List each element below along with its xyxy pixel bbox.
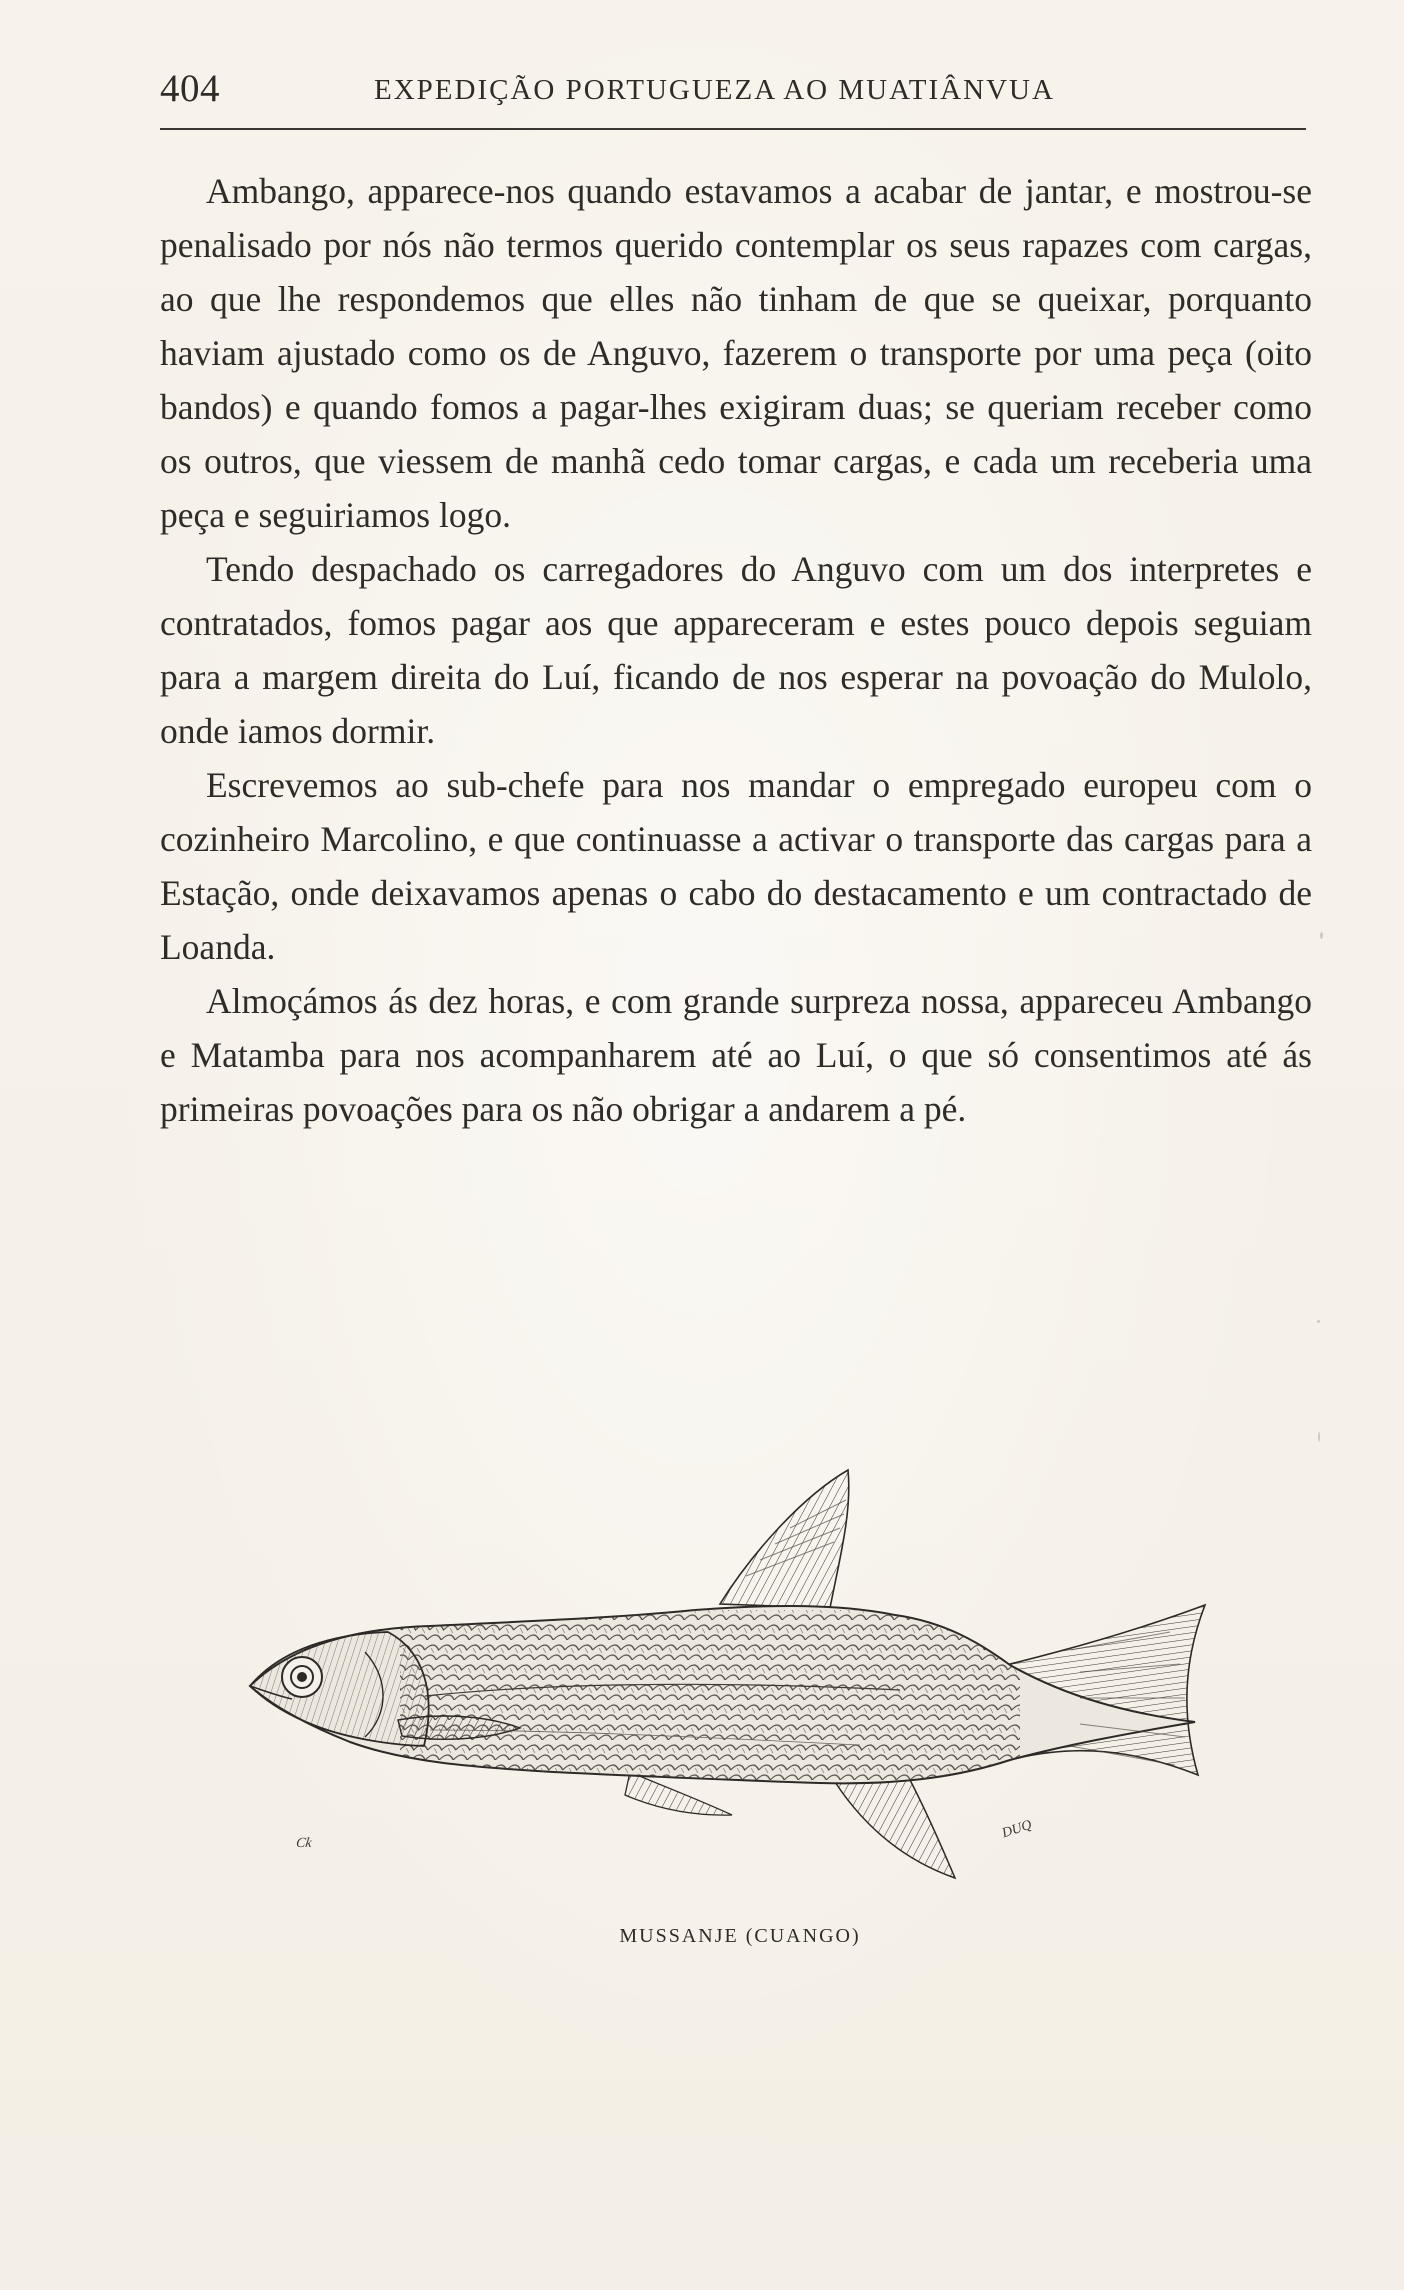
paragraph-1: Ambango, apparece-nos quando estavamos a acabar de jantar, e mostrou-se penalisado por nós não termos querido contemplar os seus rapazes com cargas, ao que lhe respondemos que elles não tinham de que se queixar, porquanto haviam ajustado como os de Anguvo, fazerem o transporte por uma peça (oito bandos) e quando fomos a pagar-lhes exigiram duas; se queriam receber como os outros, que viessem de manhã cedo tomar cargas, e cada um receberia uma peça e seguiriamos logo. bbox=[160, 171, 1312, 535]
paragraph-4: Almoçámos ás dez horas, e com grande surpreza nossa, appareceu Ambango e Matamba para nos acompanharem até ao Luí, o que só consentimos até ás primeiras povoações para os não obrigar a andarem a pé. bbox=[160, 981, 1312, 1129]
paper-speck bbox=[1320, 932, 1323, 939]
body-text bbox=[160, 164, 1312, 1136]
fish-illustration bbox=[220, 1460, 1260, 1880]
paper-speck bbox=[1317, 1320, 1320, 1323]
figure-caption: MUSSANJE (CUANGO) bbox=[619, 1925, 861, 1947]
engraver-signature-left: Ck bbox=[295, 1836, 313, 1851]
anal-fin bbox=[835, 1780, 955, 1878]
paper-speck bbox=[1318, 1432, 1320, 1442]
paragraph-3: Escrevemos ao sub-chefe para nos mandar o empregado europeu com o cozinheiro Marcolino, e que continuasse a activar o transporte das cargas para a Estação, onde deixavamos apenas o cabo do destacamento e um contractado de Loanda. bbox=[160, 765, 1312, 967]
header-rule bbox=[160, 128, 1306, 130]
dorsal-fin bbox=[720, 1470, 849, 1608]
header-title: EXPEDIÇÃO PORTUGUEZA AO MUATIÂNVUA bbox=[374, 74, 1055, 106]
page-number: 404 bbox=[160, 67, 220, 110]
figure bbox=[220, 1460, 1260, 1980]
running-head bbox=[160, 66, 1306, 126]
engraver-signature-right: DUQ bbox=[1000, 1817, 1034, 1842]
paragraph-2: Tendo despachado os carregadores do Anguvo com um dos interpretes e contratados, fomos pagar aos que appareceram e estes pouco depois seguiam para a margem direita do Luí, ficando de nos esperar na povoação do Mulolo, onde iamos dormir. bbox=[160, 549, 1312, 751]
